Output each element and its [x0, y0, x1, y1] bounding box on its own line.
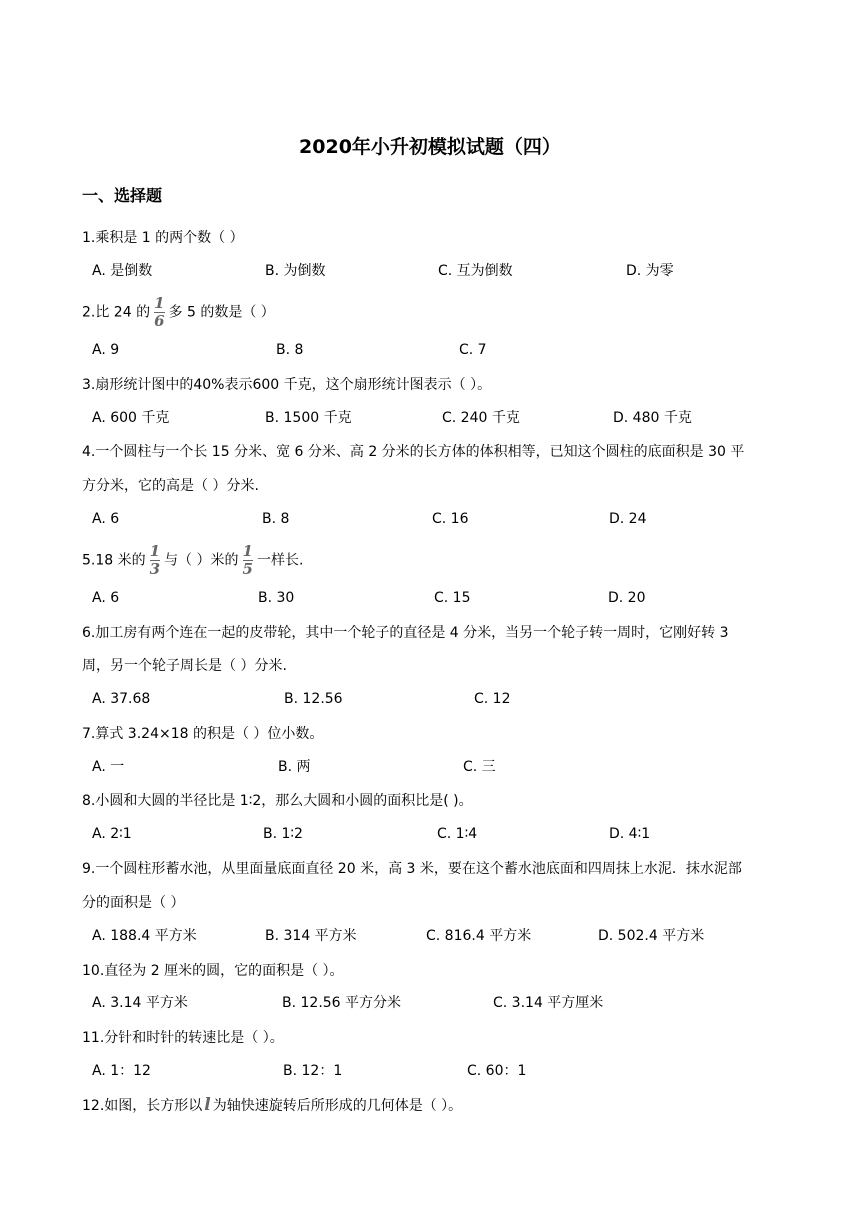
question-11: 11.分针和时针的转速比是（ ）。 [82, 1030, 284, 1046]
q5-option-d: D. 20 [608, 590, 646, 606]
question-6-line-1: 6.加工房有两个连在一起的皮带轮，其中一个轮子的直径是 4 分米，当另一个轮子转一周时，它刚好转 3 [82, 625, 729, 641]
q1-option-b: B. 为倒数 [265, 263, 326, 279]
question-10: 10.直径为 2 厘米的圆，它的面积是（ ）。 [82, 963, 344, 979]
question-8: 8.小圆和大圆的半径比是 1∶2，那么大圆和小圆的面积比是( )。 [82, 793, 473, 809]
question-9-line-1: 9.一个圆柱形蓄水池，从里面量底面直径 20 米，高 3 米，要在这个蓄水池底面和四周抹上水泥．抹水泥部 [82, 861, 742, 877]
question-3: 3.扇形统计图中的40%表示600 千克，这个扇形统计图表示（ ）。 [82, 377, 492, 393]
q5-option-b: B. 30 [258, 590, 295, 606]
q9-option-c: C. 816.4 平方米 [426, 928, 532, 944]
q5-text-pre: 5.18 米的 [82, 552, 146, 569]
q5-text-mid: 与（ ）米的 [164, 552, 239, 569]
q2-option-c: C. 7 [459, 342, 487, 358]
q11-option-b: B. 12：1 [283, 1063, 343, 1079]
q9-option-a: A. 188.4 平方米 [92, 928, 197, 944]
q3-option-b: B. 1500 千克 [265, 410, 352, 426]
q5-fraction-2-denominator: 5 [242, 560, 253, 578]
q12-text-pre: 12.如图，长方形以 [82, 1098, 203, 1114]
q4-option-c: C. 16 [432, 511, 469, 527]
q3-option-c: C. 240 千克 [442, 410, 520, 426]
q12-text-post: 为轴快速旋转后所形成的几何体是（ ）。 [212, 1098, 463, 1114]
q2-text-pre: 2.比 24 的 [82, 304, 151, 321]
q2-text-post: 多 5 的数是（ ） [168, 304, 275, 321]
q8-option-c: C. 1∶4 [437, 826, 478, 842]
q10-option-c: C. 3.14 平方厘米 [493, 995, 604, 1011]
q5-fraction-1 [150, 544, 160, 577]
q1-option-c: C. 互为倒数 [438, 263, 513, 279]
q2-option-a: A. 9 [92, 342, 120, 358]
q1-option-d: D. 为零 [626, 263, 674, 279]
q3-option-a: A. 600 千克 [92, 410, 170, 426]
q10-option-b: B. 12.56 平方分米 [282, 995, 402, 1011]
q5-option-c: C. 15 [434, 590, 471, 606]
q7-option-a: A. 一 [92, 759, 125, 775]
question-7: 7.算式 3.24×18 的积是（ ）位小数。 [82, 726, 324, 742]
q8-option-b: B. 1∶2 [263, 826, 303, 842]
q8-option-d: D. 4∶1 [609, 826, 651, 842]
q3-option-d: D. 480 千克 [613, 410, 692, 426]
q6-option-c: C. 12 [474, 691, 511, 707]
q6-option-a: A. 37.68 [92, 691, 151, 707]
q10-option-a: A. 3.14 平方米 [92, 995, 188, 1011]
question-6-line-2: 周，另一个轮子周长是（ ）分米. [82, 658, 287, 674]
q2-option-b: B. 8 [276, 342, 304, 358]
q5-fraction-2 [243, 544, 253, 577]
q7-option-b: B. 两 [278, 759, 311, 775]
q5-option-a: A. 6 [92, 590, 120, 606]
q7-option-c: C. 三 [463, 759, 496, 775]
q5-fraction-2-numerator: 1 [242, 542, 253, 560]
question-4-line-1: 4.一个圆柱与一个长 15 分米、宽 6 分米、高 2 分米的长方体的体积相等，已知这个圆柱的底面积是 30 平 [82, 444, 745, 460]
question-4-line-2: 方分米，它的高是（ ）分米. [82, 478, 259, 494]
question-5 [82, 544, 782, 577]
q11-option-a: A. 1：12 [92, 1063, 151, 1079]
q9-option-b: B. 314 平方米 [265, 928, 357, 944]
q12-axis-symbol: l [204, 1095, 211, 1115]
question-1: 1.乘积是 1 的两个数（ ） [82, 230, 244, 246]
q11-option-c: C. 60：1 [467, 1063, 527, 1079]
page-title: 2020年小升初模拟试题（四） [299, 136, 561, 158]
question-2 [82, 296, 782, 329]
q2-fraction-denominator: 6 [154, 312, 165, 330]
section-heading: 一、选择题 [82, 186, 163, 205]
q5-fraction-1-numerator: 1 [149, 542, 161, 560]
q5-fraction-1-denominator: 3 [149, 560, 161, 578]
q8-option-a: A. 2∶1 [92, 826, 132, 842]
q4-option-b: B. 8 [262, 511, 290, 527]
q9-option-d: D. 502.4 平方米 [598, 928, 705, 944]
q6-option-b: B. 12.56 [284, 691, 343, 707]
question-9-line-2: 分的面积是（ ） [82, 895, 185, 911]
q1-option-a: A. 是倒数 [92, 263, 153, 279]
question-12 [82, 1094, 782, 1117]
q4-option-d: D. 24 [609, 511, 647, 527]
q2-fraction-numerator: 1 [154, 294, 165, 312]
q4-option-a: A. 6 [92, 511, 120, 527]
q2-fraction [154, 296, 164, 329]
q5-text-post: 一样长. [256, 552, 304, 569]
